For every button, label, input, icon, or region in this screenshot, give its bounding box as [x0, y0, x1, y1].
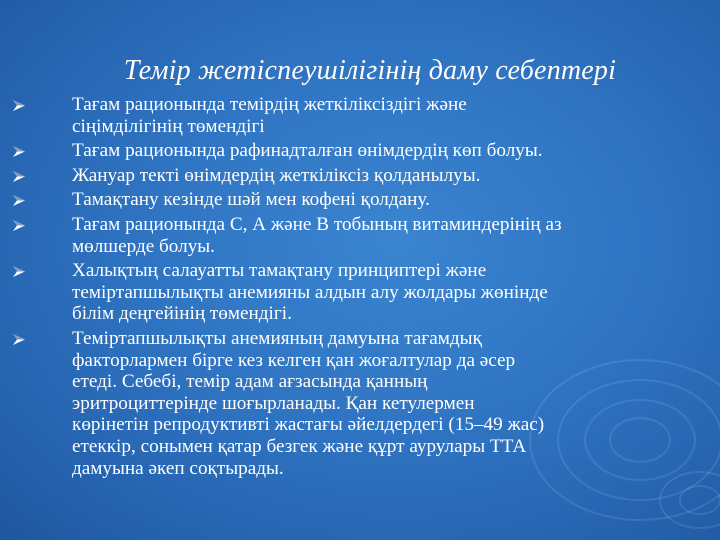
bullet-line: сіңімділігінің төмендігі: [72, 115, 265, 137]
slide-title: Темір жетіспеушілігінің даму себептері: [123, 55, 617, 86]
bullet-item: [0, 214, 720, 257]
arrow-bullet-icon: [12, 333, 26, 346]
bullet-item: [0, 140, 720, 162]
bullet-line: эритроциттерінде шоғырланады. Қан кетулермен: [72, 392, 475, 414]
arrow-bullet-icon: [12, 265, 26, 278]
bullet-line: факторлармен бірге кез келген қан жоғалтулар да әсер: [72, 349, 516, 371]
arrow-bullet-icon: [12, 145, 26, 158]
bullet-line: Тамақтану кезінде шәй мен кофені қолдану.: [72, 189, 430, 211]
arrow-bullet-icon: [12, 194, 26, 207]
bullet-line: Тағам рационында темірдің жеткіліксіздігі және: [72, 94, 467, 115]
bullet-item: [0, 189, 720, 211]
bullet-line: білім деңгейінің төмендігі.: [72, 303, 292, 325]
bullet-line: Тағам рационында рафинадталған өнімдердің көп болуы.: [72, 140, 543, 162]
bullet-line: теміртапшылықты анемияны алдын алу жолдары жөнінде: [72, 281, 548, 303]
bullet-item: [0, 260, 720, 325]
bullet-line: мөлшерде болуы.: [72, 235, 215, 257]
bullet-line: Тағам рационында С, А және В тобының витаминдерінің аз: [72, 213, 562, 235]
bullet-item: [0, 94, 720, 137]
bullet-line: етеккір, сонымен қатар безгек және құрт аурулары ТТА: [72, 435, 527, 457]
bullet-line: Теміртапшылықты анемияның дамуына тағамдық: [72, 327, 482, 349]
bullet-item: [0, 328, 720, 479]
bullet-line: Жануар текті өнімдердің жеткіліксіз қолданылуы.: [72, 164, 481, 186]
bullet-line: көрінетін репродуктивті жастағы әйелдердегі (15–49 жас): [72, 414, 545, 436]
bullet-line: Халықтың салауатты тамақтану принциптері және: [72, 260, 487, 282]
arrow-bullet-icon: [12, 170, 26, 183]
bullet-item: [0, 165, 720, 187]
arrow-bullet-icon: [12, 99, 26, 112]
bullet-line: дамуына әкеп соқтырады.: [72, 457, 284, 479]
bullet-line: етеді. Себебі, темір адам ағзасында қанның: [72, 371, 428, 393]
bullet-list: [0, 94, 720, 482]
arrow-bullet-icon: [12, 219, 26, 232]
